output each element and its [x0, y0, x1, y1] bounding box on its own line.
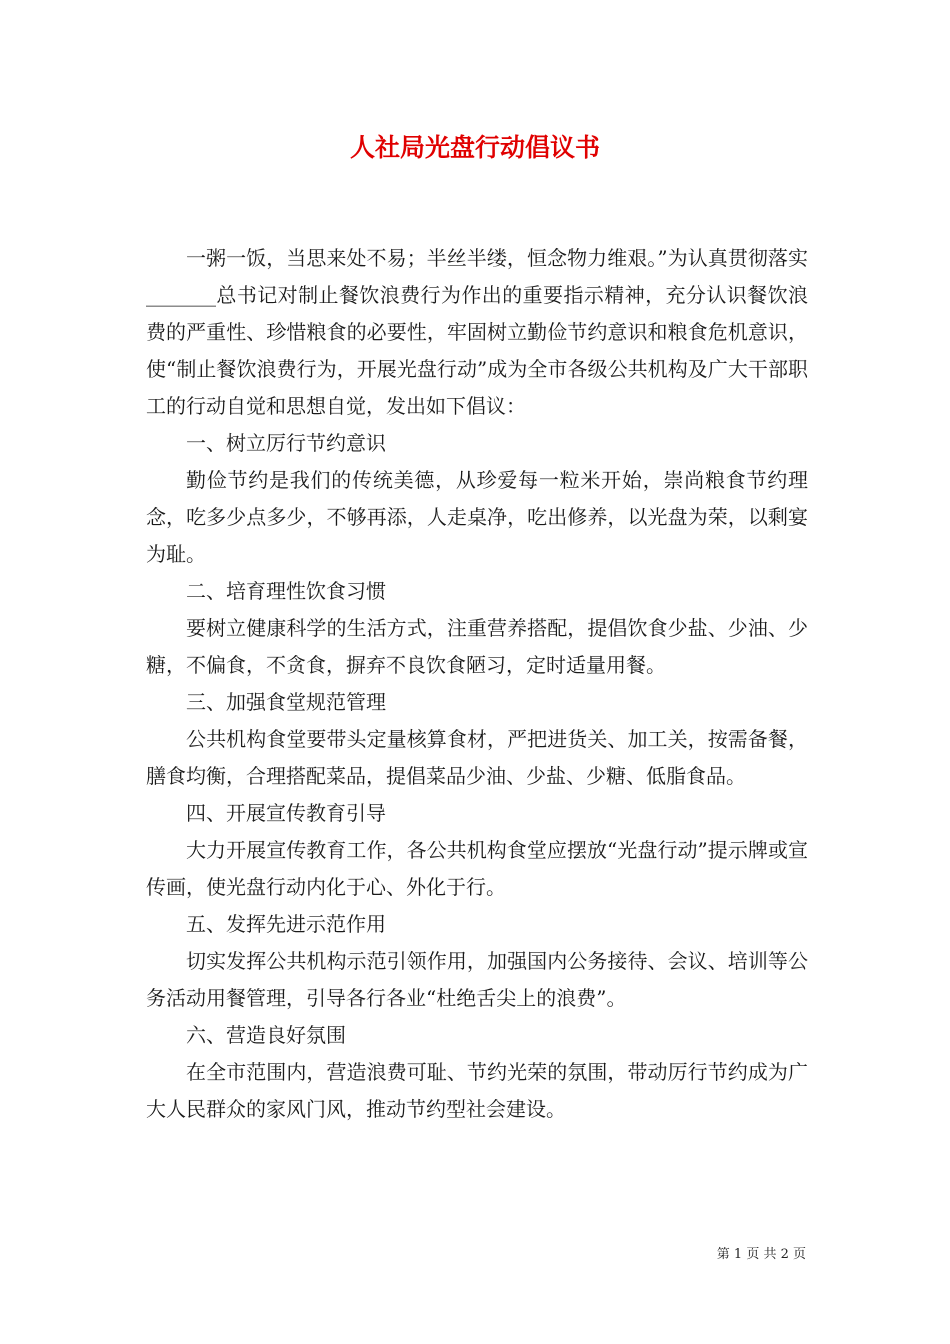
section-heading-2: 二、培育理性饮食习惯 [186, 579, 386, 603]
section-paragraph-3: 公共机构食堂要带头定量核算食材，严把进货关、加工关，按需备餐，膳食均衡，合理搭配菜品，提倡菜品少油、少盐、少糖、低脂食品。 [146, 727, 808, 788]
section-paragraph-5: 切实发挥公共机构示范引领作用，加强国内公务接待、会议、培训等公务活动用餐管理，引导各行各业“杜绝舌尖上的浪费”。 [146, 949, 808, 1010]
section-paragraph-6: 在全市范围内，营造浪费可耻、节约光荣的氛围，带动厉行节约成为广大人民群众的家风门风，推动节约型社会建设。 [146, 1060, 808, 1121]
section-heading-3: 三、加强食堂规范管理 [186, 690, 386, 714]
section-paragraph-4: 大力开展宣传教育工作，各公共机构食堂应摆放“光盘行动”提示牌或宣传画，使光盘行动内化于心、外化于行。 [146, 838, 808, 899]
document-body [146, 240, 808, 1128]
section-paragraph-1: 勤俭节约是我们的传统美德，从珍爱每一粒米开始，崇尚粮食节约理念，吃多少点多少，不够再添，人走桌净，吃出修养，以光盘为荣，以剩宴为耻。 [146, 468, 808, 566]
section-heading-4: 四、开展宣传教育引导 [186, 801, 386, 825]
document-title: 人社局光盘行动倡议书 [349, 133, 600, 162]
section-heading-1: 一、树立厉行节约意识 [186, 431, 386, 455]
page-number: 第 1 页 共 2 页 [716, 1247, 806, 1262]
section-heading-6: 六、营造良好氛围 [186, 1023, 346, 1047]
section-heading-5: 五、发挥先进示范作用 [186, 912, 386, 936]
intro-paragraph: 一粥一饭，当思来处不易；半丝半缕，恒念物力维艰。”为认真贯彻落实_______总书记对制止餐饮浪费行为作出的重要指示精神，充分认识餐饮浪费的严重性、珍惜粮食的必要性，牢固树立勤俭节约意识和粮食危机意识，使“制止餐饮浪费行为，开展光盘行动”成为全市各级公共机构及广大干部职工的行动自觉和思想自觉，发出如下倡议： [146, 246, 808, 418]
section-paragraph-2: 要树立健康科学的生活方式，注重营养搭配，提倡饮食少盐、少油、少糖，不偏食，不贪食，摒弃不良饮食陋习，定时适量用餐。 [146, 616, 808, 677]
